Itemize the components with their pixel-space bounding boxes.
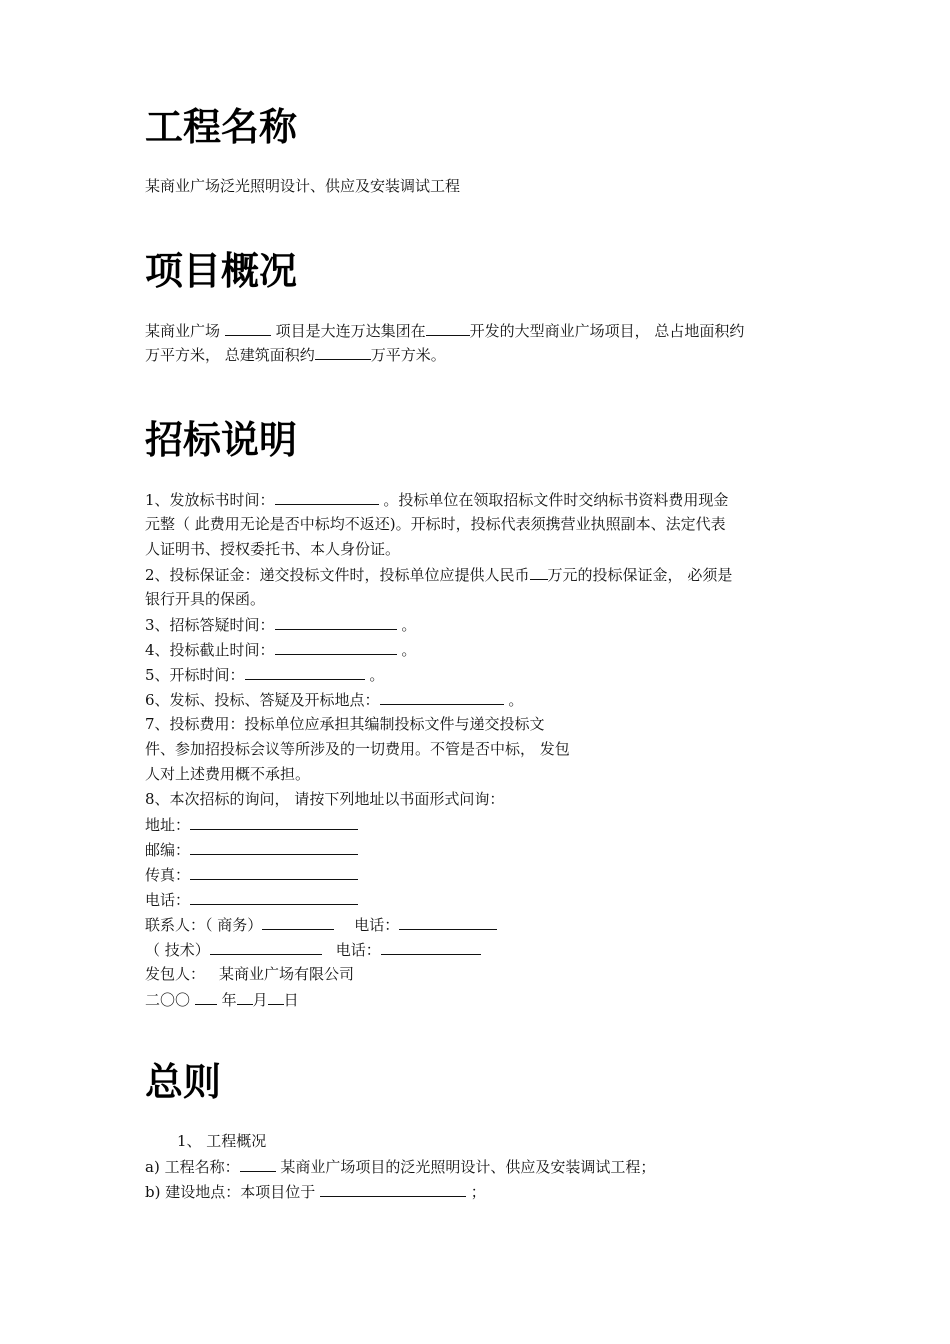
blank-underline (262, 912, 334, 930)
item-text: 。投标单位在领取招标文件时交纳标书资料费用现金 (383, 491, 729, 509)
item-1-line-3: 人证明书、授权委托书、本人身份证。 (145, 540, 401, 558)
postcode-line (145, 837, 358, 863)
address-line (145, 812, 358, 838)
item-8: 8、本次招标的询问， 请按下列地址以书面形式问询： (145, 790, 505, 808)
blank-underline (190, 812, 358, 830)
tech-phone-label: 电话： (335, 941, 381, 959)
period: 。 (401, 616, 417, 634)
blank-underline (210, 937, 322, 955)
item-7-line-2: 件、参加招投标会议等所涉及的一切费用。不管是否中标， 发包 (145, 740, 570, 758)
heading-project-name: 工程名称 (145, 105, 298, 149)
contact-line (145, 912, 497, 938)
blank-underline (268, 987, 284, 1005)
overview-line-2 (145, 342, 446, 368)
period: 。 (401, 641, 417, 659)
general-item-a (145, 1154, 655, 1180)
overview-text: 某商业广场 (145, 322, 221, 340)
general-item-b (145, 1179, 486, 1205)
blank-underline (275, 487, 379, 505)
date-line (145, 987, 299, 1013)
blank-underline (399, 912, 497, 930)
item-text: a) 工程名称： (145, 1158, 240, 1176)
overview-text: 项目是大连万达集团在 (275, 322, 426, 340)
date-day: 日 (283, 991, 299, 1009)
item-1-line-1 (145, 487, 728, 513)
issuer-label: 发包人： (145, 965, 206, 983)
item-text: 2、投标保证金：递交投标文件时，投标单位应提供人民币 (145, 566, 530, 584)
blank-underline (380, 687, 504, 705)
item-2-line-1 (145, 562, 732, 588)
blank-underline (320, 1179, 466, 1197)
blank-underline (275, 637, 397, 655)
blank-underline (190, 887, 358, 905)
blank-underline (190, 862, 358, 880)
overview-text: 开发的大型商业广场项目， 总占地面积约 (469, 322, 745, 340)
date-month: 月 (252, 991, 268, 1009)
item-5 (145, 662, 384, 688)
blank-underline (190, 837, 358, 855)
blank-underline (225, 318, 271, 336)
issuer-line (145, 962, 354, 987)
general-sub-heading: 1、 工程概况 (177, 1132, 267, 1150)
phone-label: 电话： (145, 891, 191, 909)
item-text: 万元的投标保证金， 必须是 (547, 566, 733, 584)
tech-label: （ 技术） (145, 941, 210, 959)
blank-underline (240, 1154, 276, 1172)
fax-label: 传真： (145, 866, 191, 884)
item-3 (145, 612, 416, 638)
date-year: 年 (221, 991, 237, 1009)
fax-line (145, 862, 358, 888)
item-2-line-2: 银行开具的保函。 (145, 590, 266, 608)
overview-text: 万平方米， 总建筑面积约 (145, 346, 315, 364)
tech-contact-line (145, 937, 481, 963)
item-text: 5、开标时间： (145, 666, 245, 684)
postcode-label: 邮编： (145, 841, 191, 859)
issuer-name: 某商业广场有限公司 (219, 965, 355, 983)
heading-general-provisions: 总则 (145, 1060, 222, 1104)
period: 。 (369, 666, 385, 684)
item-4 (145, 637, 416, 663)
contact-label: 联系人：（ 商务） (145, 916, 263, 934)
item-text: b) 建设地点：本项目位于 (145, 1183, 316, 1201)
overview-line-1 (145, 318, 744, 344)
item-text: 某商业广场项目的泛光照明设计、供应及安装调试工程； (280, 1158, 656, 1176)
item-text: 4、投标截止时间： (145, 641, 275, 659)
blank-underline (245, 662, 365, 680)
item-text: 6、发标、投标、答疑及开标地点： (145, 691, 380, 709)
heading-project-overview: 项目概况 (145, 249, 298, 293)
date-prefix: 二〇〇 (145, 991, 191, 1009)
item-7-line-1: 7、投标费用：投标单位应承担其编制投标文件与递交投标文 (145, 715, 545, 733)
blank-underline (426, 318, 470, 336)
phone-line (145, 887, 358, 913)
item-text: ； (470, 1183, 486, 1201)
item-text: 1、发放标书时间： (145, 491, 275, 509)
blank-underline (237, 987, 253, 1005)
blank-underline (195, 987, 217, 1005)
blank-underline (530, 562, 548, 580)
address-label: 地址： (145, 816, 191, 834)
contact-phone-label: 电话： (354, 916, 400, 934)
project-name-text: 某商业广场泛光照明设计、供应及安装调试工程 (145, 177, 461, 195)
blank-underline (275, 612, 397, 630)
period: 。 (508, 691, 524, 709)
item-7-line-3: 人对上述费用概不承担。 (145, 765, 311, 783)
item-1-line-2: 元整（ 此费用无论是否中标均不返还)。开标时，投标代表须携营业执照副本、法定代表 (145, 515, 726, 533)
blank-underline (381, 937, 481, 955)
heading-tender-notes: 招标说明 (145, 418, 298, 462)
item-6 (145, 687, 523, 713)
item-text: 3、招标答疑时间： (145, 616, 275, 634)
overview-text: 万平方米。 (370, 346, 446, 364)
blank-underline (315, 342, 371, 360)
